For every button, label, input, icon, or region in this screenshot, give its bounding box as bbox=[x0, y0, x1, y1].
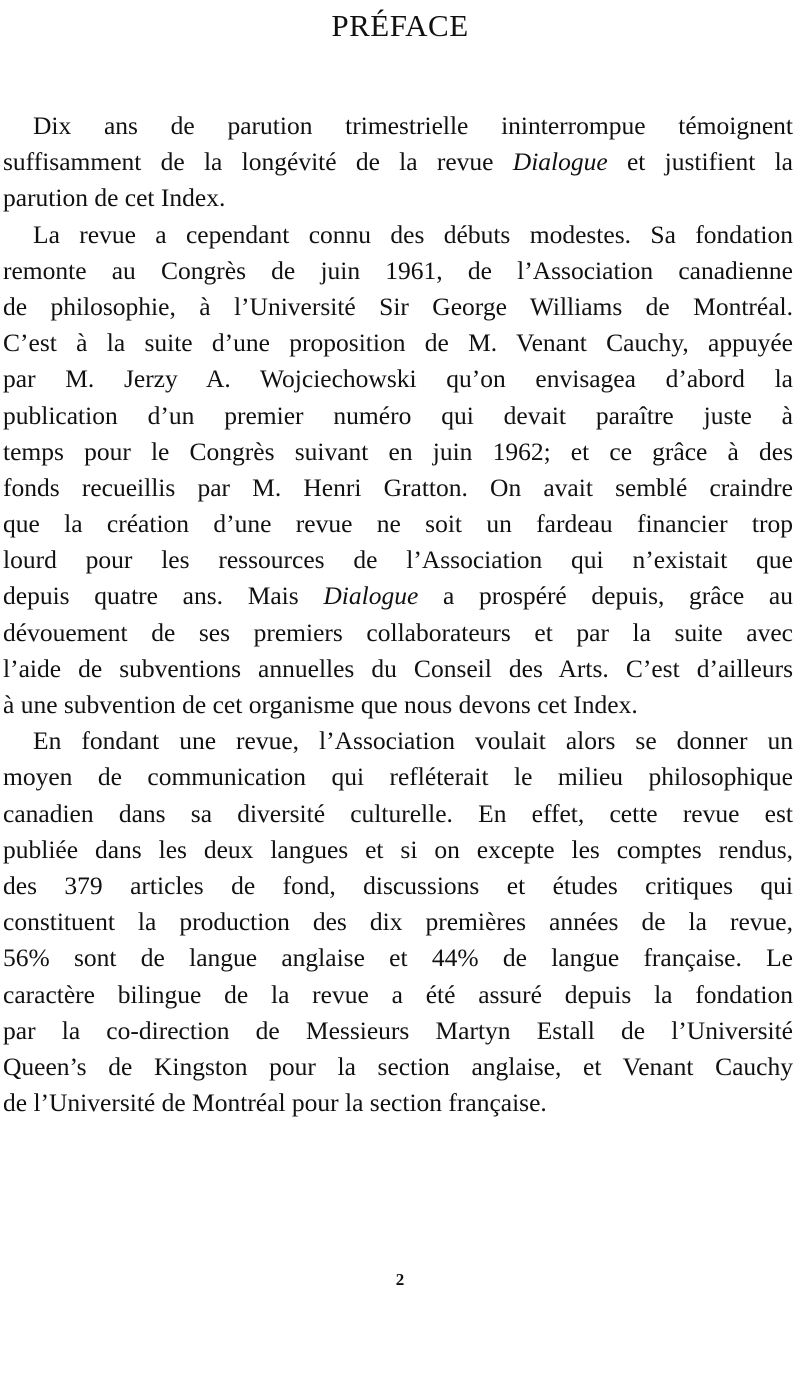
text-line: La revue a cependant connu des débuts modestes. Sa fondation bbox=[33, 219, 793, 249]
text-line: des 379 articles de fond, discussions et études critiques qui bbox=[3, 870, 793, 900]
text-line: En fondant une revue, l’Association voulait alors se donner un bbox=[33, 726, 793, 756]
journal-title-italic: Dialogue bbox=[323, 581, 419, 611]
text-line: fonds recueillis par M. Henri Gratton. On avait semblé craindre bbox=[3, 472, 793, 502]
text-segment: suffisamment de la longévité de la revue bbox=[3, 147, 513, 177]
text-segment: a prospéré depuis, grâce au bbox=[418, 581, 793, 611]
text-segment: depuis quatre ans. Mais bbox=[3, 581, 324, 611]
text-line bbox=[3, 144, 793, 180]
text-line: temps pour le Congrès suivant en juin 1962; et ce grâce à des bbox=[3, 436, 793, 466]
text-line: parution de cet Index. bbox=[3, 183, 226, 213]
text-line: publication d’un premier numéro qui devait paraître juste à bbox=[3, 400, 793, 430]
text-line: canadien dans sa diversité culturelle. En effet, cette revue est bbox=[3, 798, 793, 828]
text-line bbox=[3, 578, 793, 614]
text-line: à une subvention de cet organisme que nous devons cet Index. bbox=[3, 690, 638, 719]
text-line: 56% sont de langue anglaise et 44% de langue française. Le bbox=[3, 943, 793, 973]
journal-title-italic: Dialogue bbox=[512, 147, 608, 177]
text-line: remonte au Congrès de juin 1961, de l’Association canadienne bbox=[3, 255, 793, 285]
text-line: constituent la production des dix premières années de la revue, bbox=[3, 907, 793, 937]
text-line: de l’Université de Montréal pour la section française. bbox=[3, 1088, 547, 1118]
page-number: 2 bbox=[395, 1270, 405, 1289]
page-title: PRÉFACE bbox=[331, 8, 469, 43]
preface-body bbox=[3, 108, 793, 1121]
text-line: caractère bilingue de la revue a été assuré depuis la fondation bbox=[3, 979, 793, 1009]
text-line: moyen de communication qui refléterait le milieu philosophique bbox=[3, 762, 793, 792]
text-line: que la création d’une revue ne soit un fardeau financier trop bbox=[3, 509, 793, 539]
text-line: lourd pour les ressources de l’Association qui n’existait que bbox=[3, 545, 793, 575]
text-line: Dix ans de parution trimestrielle ininterrompue témoignent bbox=[33, 111, 793, 140]
text-line: publiée dans les deux langues et si on excepte les comptes rendus, bbox=[3, 834, 793, 864]
text-segment: et justifient la bbox=[607, 147, 793, 177]
text-line: de philosophie, à l’Université Sir George Williams de Montréal. bbox=[3, 291, 793, 321]
text-line: l’aide de subventions annuelles du Conseil des Arts. C’est d’ailleurs bbox=[3, 653, 793, 683]
text-line: par M. Jerzy A. Wojciechowski qu’on envisagea d’abord la bbox=[3, 364, 793, 394]
text-line: dévouement de ses premiers collaborateurs et par la suite avec bbox=[3, 617, 793, 647]
text-line: par la co-direction de Messieurs Martyn Estall de l’Université bbox=[3, 1015, 793, 1045]
text-line: Queen’s de Kingston pour la section anglaise, et Venant Cauchy bbox=[3, 1051, 793, 1081]
text-line: C’est à la suite d’une proposition de M. Venant Cauchy, appuyée bbox=[3, 328, 793, 358]
